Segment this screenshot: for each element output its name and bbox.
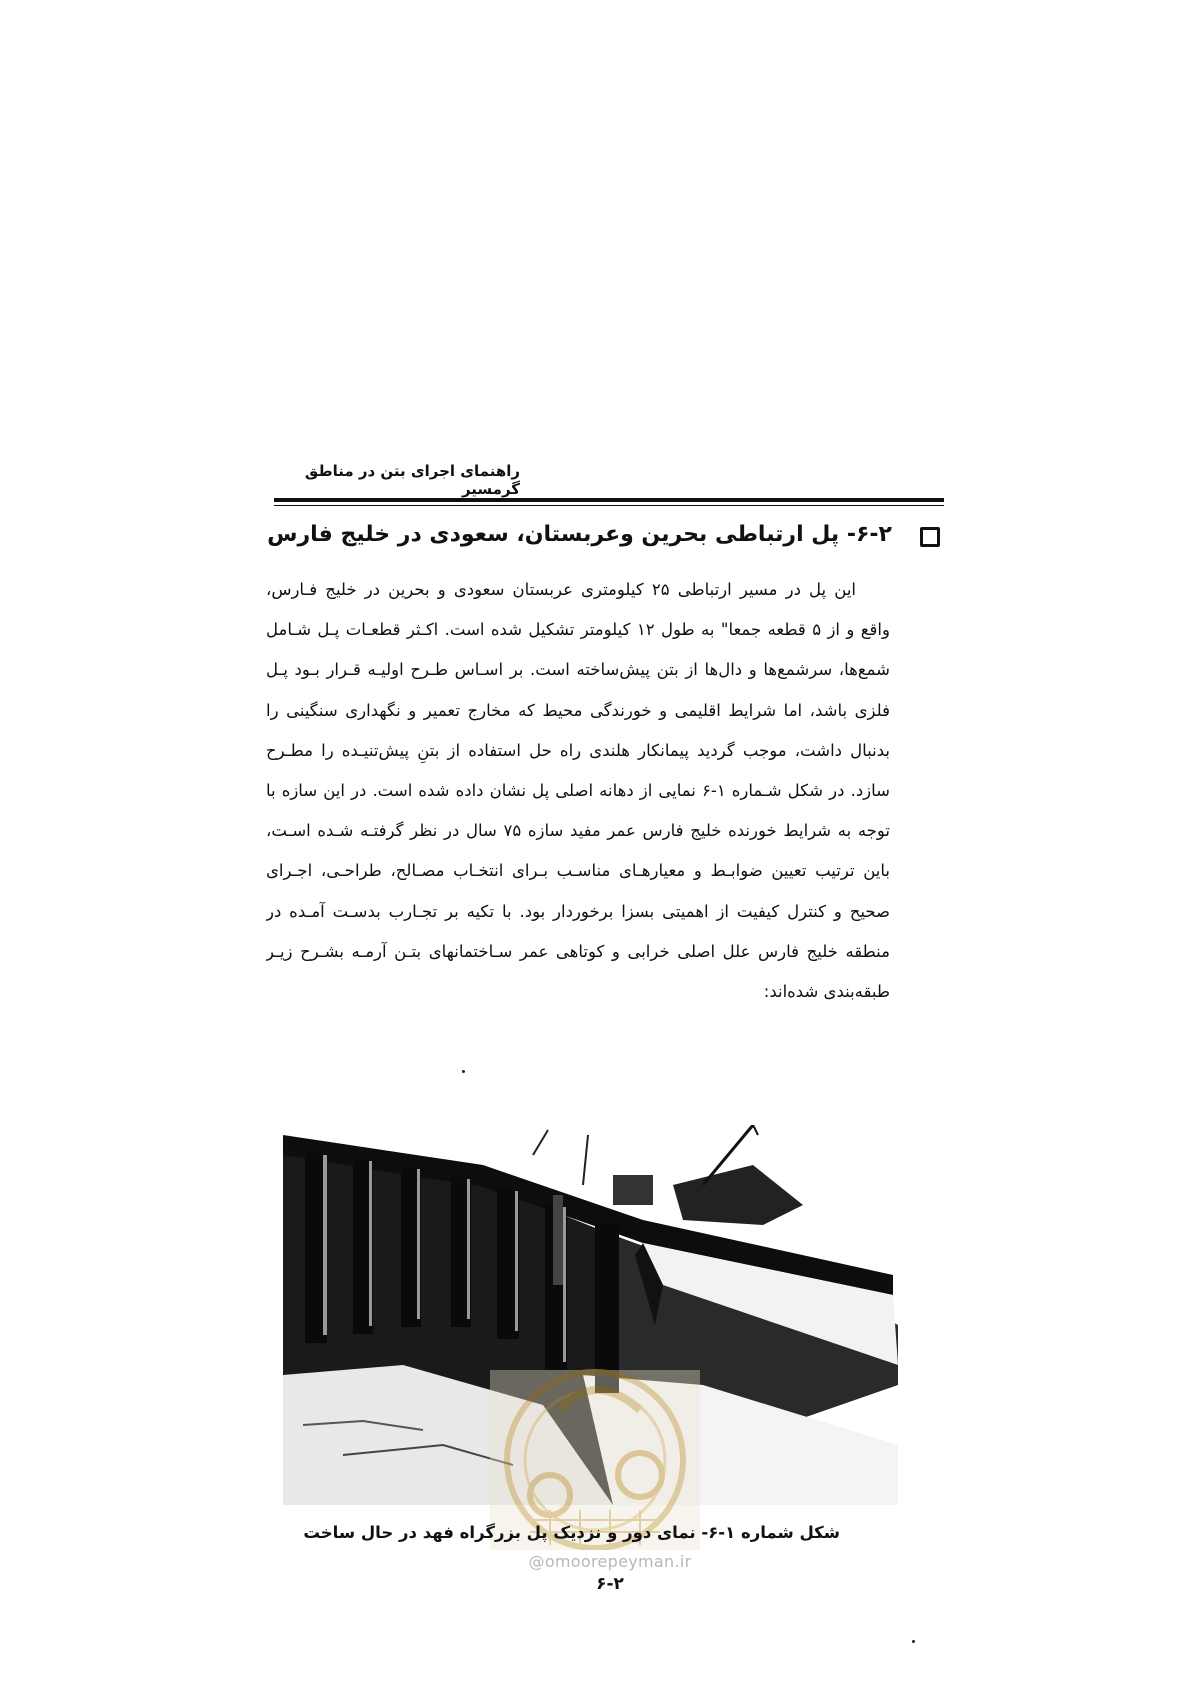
paragraph-line: توجه به شرایط خورنده خلیج فارس عمر مفید سازه ۷۵ سال در نظر گرفتـه شـده اسـت، <box>266 821 890 841</box>
figure-caption: شکل شماره ۱-۶- نمای دور و نزدیک پل بزرگراه فهد در حال ساخت <box>303 1523 840 1542</box>
paragraph-line: واقع و از ۵ قطعه جمعا" به طول ۱۲ کیلومتر تشکیل شده است. اکـثر قطعـات پـل شـامل <box>266 620 890 640</box>
paragraph-line: طبقه‌بندی شده‌اند: <box>763 982 890 1002</box>
watermark-url: @omoorepeyman.ir <box>528 1552 692 1571</box>
page-number: ۶-۲ <box>596 1574 624 1594</box>
paragraph-line: این پل در مسیر ارتباطی ۲۵ کیلومتری عربستان سعودی و بحرین در خلیج فـارس، <box>266 580 856 599</box>
scan-speck <box>462 1070 465 1073</box>
header-rule-thin <box>274 505 944 506</box>
paragraph-line: سازد. در شکل شـماره ۱-۶ نمایی از دهانه اصلی پل نشان داده شده است. در این سازه با <box>266 781 890 801</box>
paragraph-line: شمع‌ها، سرشمع‌ها و دال‌ها از بتن پیش‌ساخته است. بر اسـاس طـرح اولیـه قـرار بـود پـل <box>266 660 890 680</box>
paragraph-line: بدنبال داشت، موجب گردید پیمانکار هلندی راه حل استفاده از بتنِ پیش‌تنیـده را مطـرح <box>266 740 890 760</box>
header-rule-thick <box>274 498 944 502</box>
paragraph-line: صحیح و کنترل کیفیت از اهمیتی بسزا برخوردار بود. با تکیه بر تجـارب بدسـت آمـده در <box>266 901 890 921</box>
scan-speck <box>912 1640 915 1643</box>
body-paragraph <box>266 570 890 1012</box>
section-heading: ۶-۲- پل ارتباطی بحرین وعربستان، سعودی در خلیج فارس <box>267 522 892 547</box>
paragraph-line: منطقه خلیج فارس علل اصلی خرابی و کوتاهی عمر سـاختمانهای بتـن آرمـه بشـرح زیـر <box>266 941 890 961</box>
running-head: راهنمای اجرای بتن در مناطق گرمسیر <box>304 462 520 498</box>
paragraph-line: فلزی باشد، اما شرایط اقلیمی و خورندگی محیط که مخارج تعمیر و نگهداری سنگینی را <box>266 700 890 720</box>
paragraph-line: باین ترتیب تعیین ضوابـط و معیارهـای مناسـب بـرای انتخـاب مصـالح، طراحـی، اجـرای <box>266 861 890 881</box>
watermark-seal-logo <box>490 1350 700 1550</box>
checkbox-square-icon <box>920 527 940 547</box>
